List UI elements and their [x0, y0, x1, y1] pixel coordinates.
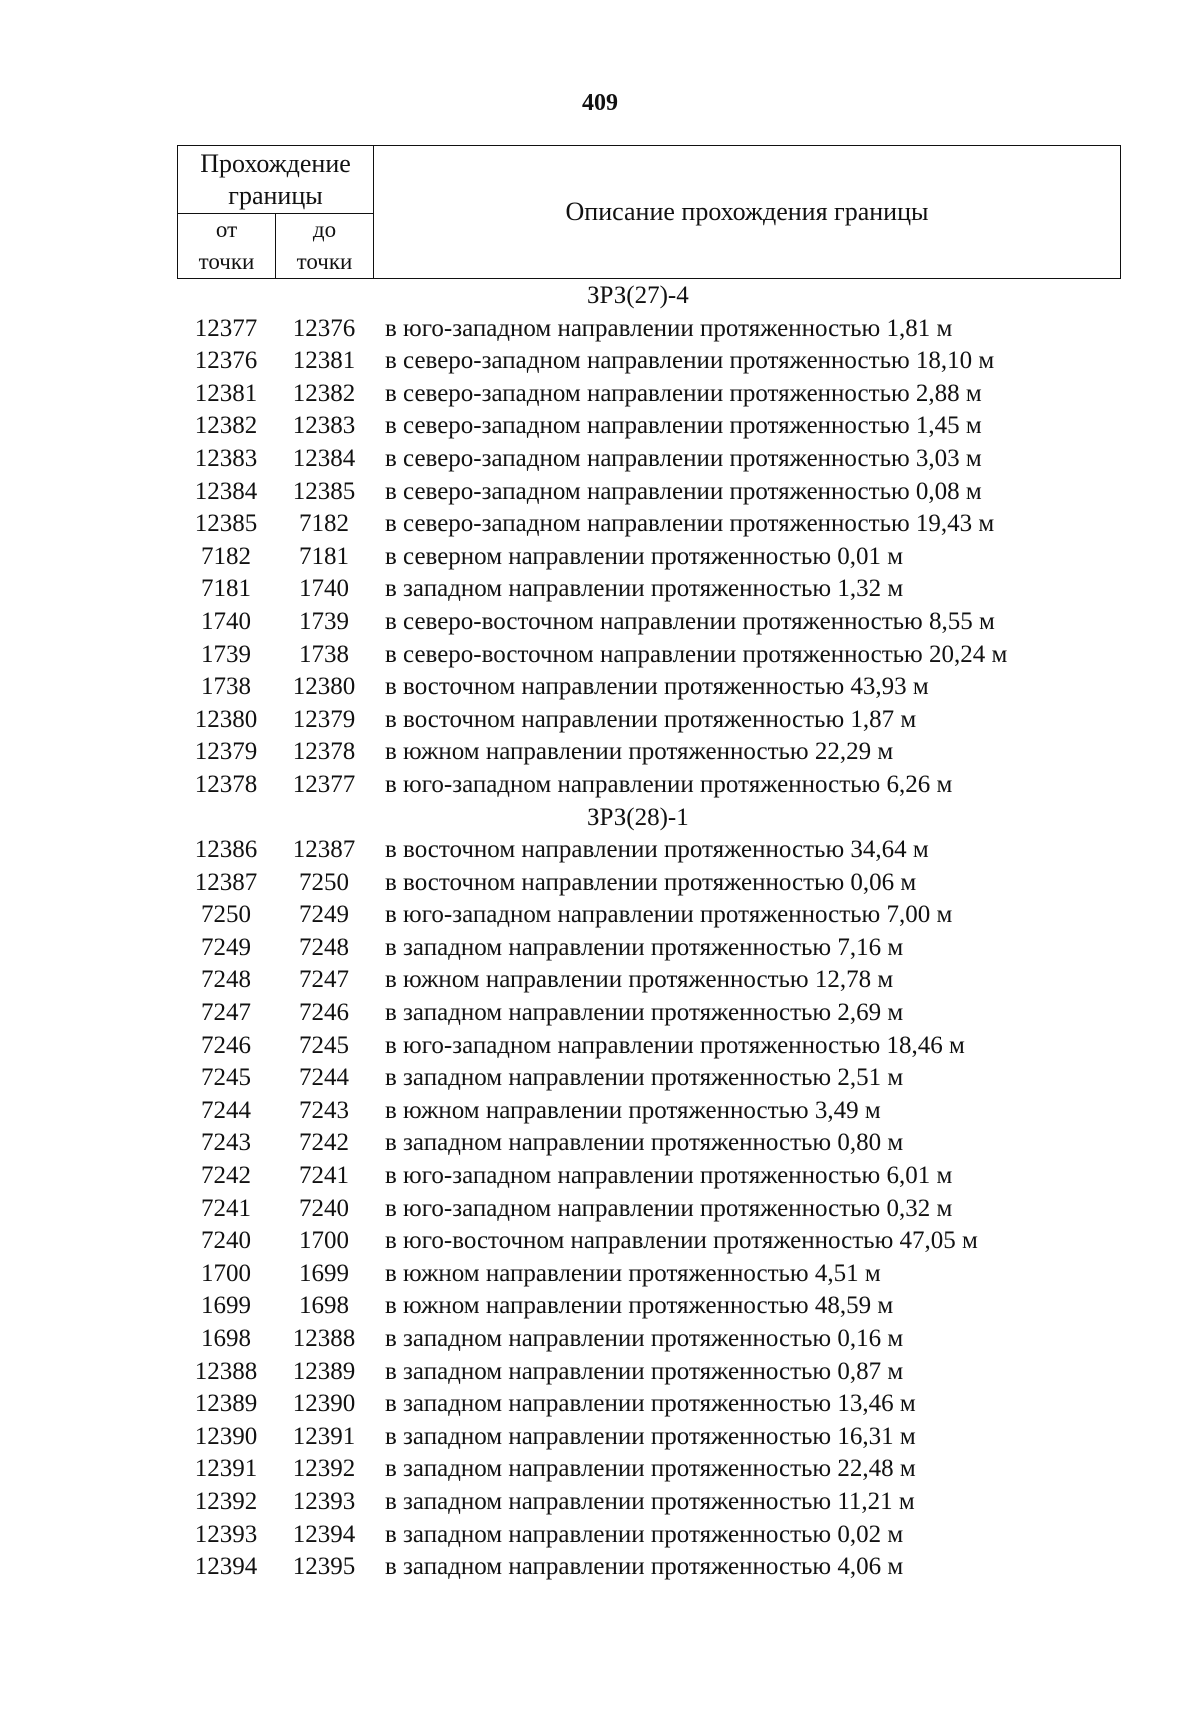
to-point-cell: 12380 [292, 673, 356, 701]
description-cell: в юго-западном направлении протяженностью 6,26 м [385, 770, 953, 798]
table-row [177, 410, 1177, 443]
description-cell: в западном направлении протяженностью 1,32 м [385, 575, 904, 603]
table-row [177, 997, 1177, 1030]
description-cell: в северо-восточном направлении протяженностью 20,24 м [385, 640, 1008, 668]
from-point-cell: 7250 [201, 901, 251, 929]
description-cell: в западном направлении протяженностью 2,69 м [385, 999, 904, 1027]
from-point-cell: 12383 [194, 444, 258, 472]
table-row [177, 639, 1177, 672]
description-cell: в северном направлении протяженностью 0,01 м [385, 542, 904, 570]
description-cell: в северо-западном направлении протяженностью 3,03 м [385, 444, 982, 472]
from-point-cell: 1738 [201, 673, 251, 701]
table-row [177, 1030, 1177, 1063]
description-cell: в западном направлении протяженностью 7,16 м [385, 933, 904, 961]
to-point-cell: 7245 [299, 1031, 349, 1059]
to-point-cell: 7248 [299, 933, 349, 961]
table-row [177, 1519, 1177, 1552]
to-point-cell: 7244 [299, 1064, 349, 1092]
description-cell: в северо-западном направлении протяженностью 18,10 м [385, 347, 995, 375]
description-cell: в юго-восточном направлении протяженностью 47,05 м [385, 1227, 978, 1255]
from-point-cell: 1740 [201, 607, 251, 635]
header-boundary-passage-line1: Прохождение [200, 149, 351, 178]
to-point-cell: 12388 [292, 1325, 356, 1352]
table-row [177, 541, 1177, 574]
from-point-cell: 1699 [201, 1292, 251, 1320]
from-point-cell: 12386 [194, 836, 258, 864]
description-cell: в западном направлении протяженностью 16,31 м [385, 1422, 916, 1450]
to-point-cell: 7241 [299, 1162, 349, 1190]
description-cell: в восточном направлении протяженностью 1,87 м [385, 705, 917, 733]
description-cell: в восточном направлении протяженностью 0,06 м [385, 868, 917, 896]
to-point-cell: 12394 [292, 1520, 356, 1548]
description-cell: в северо-западном направлении протяженностью 0,08 м [385, 477, 982, 505]
from-point-cell: 1739 [201, 640, 251, 668]
header-to-line1: до [312, 217, 337, 242]
header-from-line2: точки [198, 249, 255, 274]
from-point-cell: 12380 [194, 705, 258, 733]
to-point-cell: 7247 [299, 966, 349, 994]
description-cell: в южном направлении протяженностью 22,29 м [385, 738, 894, 766]
header-to-line2: точки [296, 249, 353, 274]
table-row [177, 1193, 1177, 1226]
header-description: Описание прохождения границы [565, 197, 929, 226]
from-point-cell: 12392 [194, 1487, 258, 1515]
table-body [177, 280, 1177, 1584]
description-cell: в западном направлении протяженностью 11,21 м [385, 1487, 915, 1515]
description-cell: в восточном направлении протяженностью 34,64 м [385, 836, 929, 864]
to-point-cell: 1698 [299, 1292, 349, 1320]
to-point-cell: 12383 [292, 412, 356, 440]
description-cell: в западном направлении протяженностью 0,16 м [385, 1325, 904, 1352]
table-row [177, 378, 1177, 411]
table-row [177, 1453, 1177, 1486]
from-point-cell: 12394 [194, 1553, 258, 1581]
description-cell: в южном направлении протяженностью 4,51 м [385, 1259, 881, 1287]
description-cell: в северо-западном направлении протяженностью 2,88 м [385, 379, 982, 407]
to-point-cell: 7181 [299, 542, 349, 570]
description-cell: в западном направлении протяженностью 0,80 м [385, 1129, 904, 1157]
from-point-cell: 7245 [201, 1064, 251, 1092]
table-row [177, 867, 1177, 900]
table-row [177, 443, 1177, 476]
table-row [177, 1160, 1177, 1193]
table-row [177, 1323, 1177, 1356]
from-point-cell: 7240 [201, 1227, 251, 1255]
to-point-cell: 1700 [299, 1227, 349, 1255]
to-point-cell: 7243 [299, 1096, 349, 1124]
from-point-cell: 7246 [201, 1031, 251, 1059]
from-point-cell: 7249 [201, 933, 251, 961]
to-point-cell: 12395 [292, 1553, 356, 1581]
section-title: ЗРЗ(27)-4 [587, 282, 689, 309]
header-from-line1: от [215, 217, 238, 242]
to-point-cell: 12382 [292, 379, 356, 407]
section-title: ЗРЗ(28)-1 [587, 803, 689, 831]
table-row [177, 508, 1177, 541]
to-point-cell: 12385 [292, 477, 356, 505]
table-row [177, 769, 1177, 802]
from-point-cell: 12390 [194, 1422, 258, 1450]
table-row [177, 1551, 1177, 1584]
description-cell: в юго-западном направлении протяженностью 7,00 м [385, 901, 953, 929]
table-row [177, 1356, 1177, 1389]
from-point-cell: 12376 [194, 347, 258, 375]
table-row [177, 345, 1177, 378]
table-header [177, 145, 1121, 279]
table-row [177, 476, 1177, 509]
to-point-cell: 12387 [292, 836, 356, 864]
table-row [177, 1095, 1177, 1128]
from-point-cell: 7242 [201, 1162, 251, 1190]
from-point-cell: 12387 [194, 868, 258, 896]
header-from-point [178, 214, 276, 278]
from-point-cell: 7248 [201, 966, 251, 994]
to-point-cell: 1740 [299, 575, 349, 603]
to-point-cell: 12393 [292, 1487, 356, 1515]
from-point-cell: 12391 [194, 1455, 258, 1483]
description-cell: в юго-западном направлении протяженностью 18,46 м [385, 1031, 965, 1059]
description-cell: в южном направлении протяженностью 48,59 м [385, 1292, 894, 1320]
to-point-cell: 1699 [299, 1259, 349, 1287]
to-point-cell: 12390 [292, 1390, 356, 1418]
header-to-point [276, 214, 374, 278]
table-row [177, 899, 1177, 932]
table-row [177, 313, 1177, 346]
table-row [177, 671, 1177, 704]
page-number: 409 [582, 90, 618, 116]
from-point-cell: 12381 [194, 379, 258, 407]
from-point-cell: 1698 [201, 1325, 251, 1352]
to-point-cell: 7242 [299, 1129, 349, 1157]
description-cell: в западном направлении протяженностью 13,46 м [385, 1390, 916, 1418]
from-point-cell: 12384 [194, 477, 258, 505]
to-point-cell: 7249 [299, 901, 349, 929]
to-point-cell: 7240 [299, 1194, 349, 1222]
to-point-cell: 12384 [292, 444, 356, 472]
from-point-cell: 7241 [201, 1194, 251, 1222]
from-point-cell: 7244 [201, 1096, 251, 1124]
description-cell: в южном направлении протяженностью 12,78 м [385, 966, 894, 994]
to-point-cell: 1739 [299, 607, 349, 635]
to-point-cell: 12377 [292, 770, 356, 798]
from-point-cell: 12378 [194, 770, 258, 798]
description-cell: в северо-восточном направлении протяженностью 8,55 м [385, 607, 995, 635]
to-point-cell: 12392 [292, 1455, 356, 1483]
table-row [177, 834, 1177, 867]
table-row [177, 1062, 1177, 1095]
from-point-cell: 12379 [194, 738, 258, 766]
description-cell: в юго-западном направлении протяженностью 0,32 м [385, 1194, 953, 1222]
table-row [177, 1388, 1177, 1421]
table-row [177, 1127, 1177, 1160]
from-point-cell: 12393 [194, 1520, 258, 1548]
description-cell: в западном направлении протяженностью 22,48 м [385, 1455, 916, 1483]
to-point-cell: 12391 [292, 1422, 356, 1450]
header-boundary-passage-line2: границы [228, 181, 323, 210]
description-cell: в южном направлении протяженностью 3,49 м [385, 1096, 881, 1124]
table-row [177, 1486, 1177, 1519]
from-point-cell: 12377 [194, 314, 258, 342]
to-point-cell: 12379 [292, 705, 356, 733]
description-cell: в западном направлении протяженностью 0,02 м [385, 1520, 904, 1548]
to-point-cell: 7182 [299, 510, 349, 538]
from-point-cell: 7181 [201, 575, 251, 603]
table-row [177, 1290, 1177, 1323]
table-row [177, 704, 1177, 737]
to-point-cell: 12378 [292, 738, 356, 766]
to-point-cell: 12376 [292, 314, 356, 342]
table-row [177, 932, 1177, 965]
from-point-cell: 12385 [194, 510, 258, 538]
table-row [177, 964, 1177, 997]
table-row [177, 736, 1177, 769]
description-cell: в северо-западном направлении протяженностью 19,43 м [385, 510, 995, 538]
description-cell: в северо-западном направлении протяженностью 1,45 м [385, 412, 982, 440]
header-boundary-passage [178, 146, 374, 214]
to-point-cell: 7246 [299, 999, 349, 1027]
description-cell: в западном направлении протяженностью 0,87 м [385, 1357, 904, 1385]
from-point-cell: 1700 [201, 1259, 251, 1287]
table-row [177, 573, 1177, 606]
to-point-cell: 1738 [299, 640, 349, 668]
from-point-cell: 12388 [194, 1357, 258, 1385]
table-row [177, 1225, 1177, 1258]
table-row [177, 606, 1177, 639]
from-point-cell: 12382 [194, 412, 258, 440]
description-cell: в западном направлении протяженностью 2,51 м [385, 1064, 904, 1092]
from-point-cell: 12389 [194, 1390, 258, 1418]
description-cell: в юго-западном направлении протяженностью 1,81 м [385, 314, 953, 342]
from-point-cell: 7247 [201, 999, 251, 1027]
description-cell: в юго-западном направлении протяженностью 6,01 м [385, 1162, 953, 1190]
from-point-cell: 7243 [201, 1129, 251, 1157]
description-cell: в восточном направлении протяженностью 43,93 м [385, 673, 929, 701]
table-row [177, 1421, 1177, 1454]
table-row [177, 1258, 1177, 1291]
to-point-cell: 7250 [299, 868, 349, 896]
description-cell: в западном направлении протяженностью 4,06 м [385, 1553, 904, 1581]
to-point-cell: 12381 [292, 347, 356, 375]
to-point-cell: 12389 [292, 1357, 356, 1385]
from-point-cell: 7182 [201, 542, 251, 570]
